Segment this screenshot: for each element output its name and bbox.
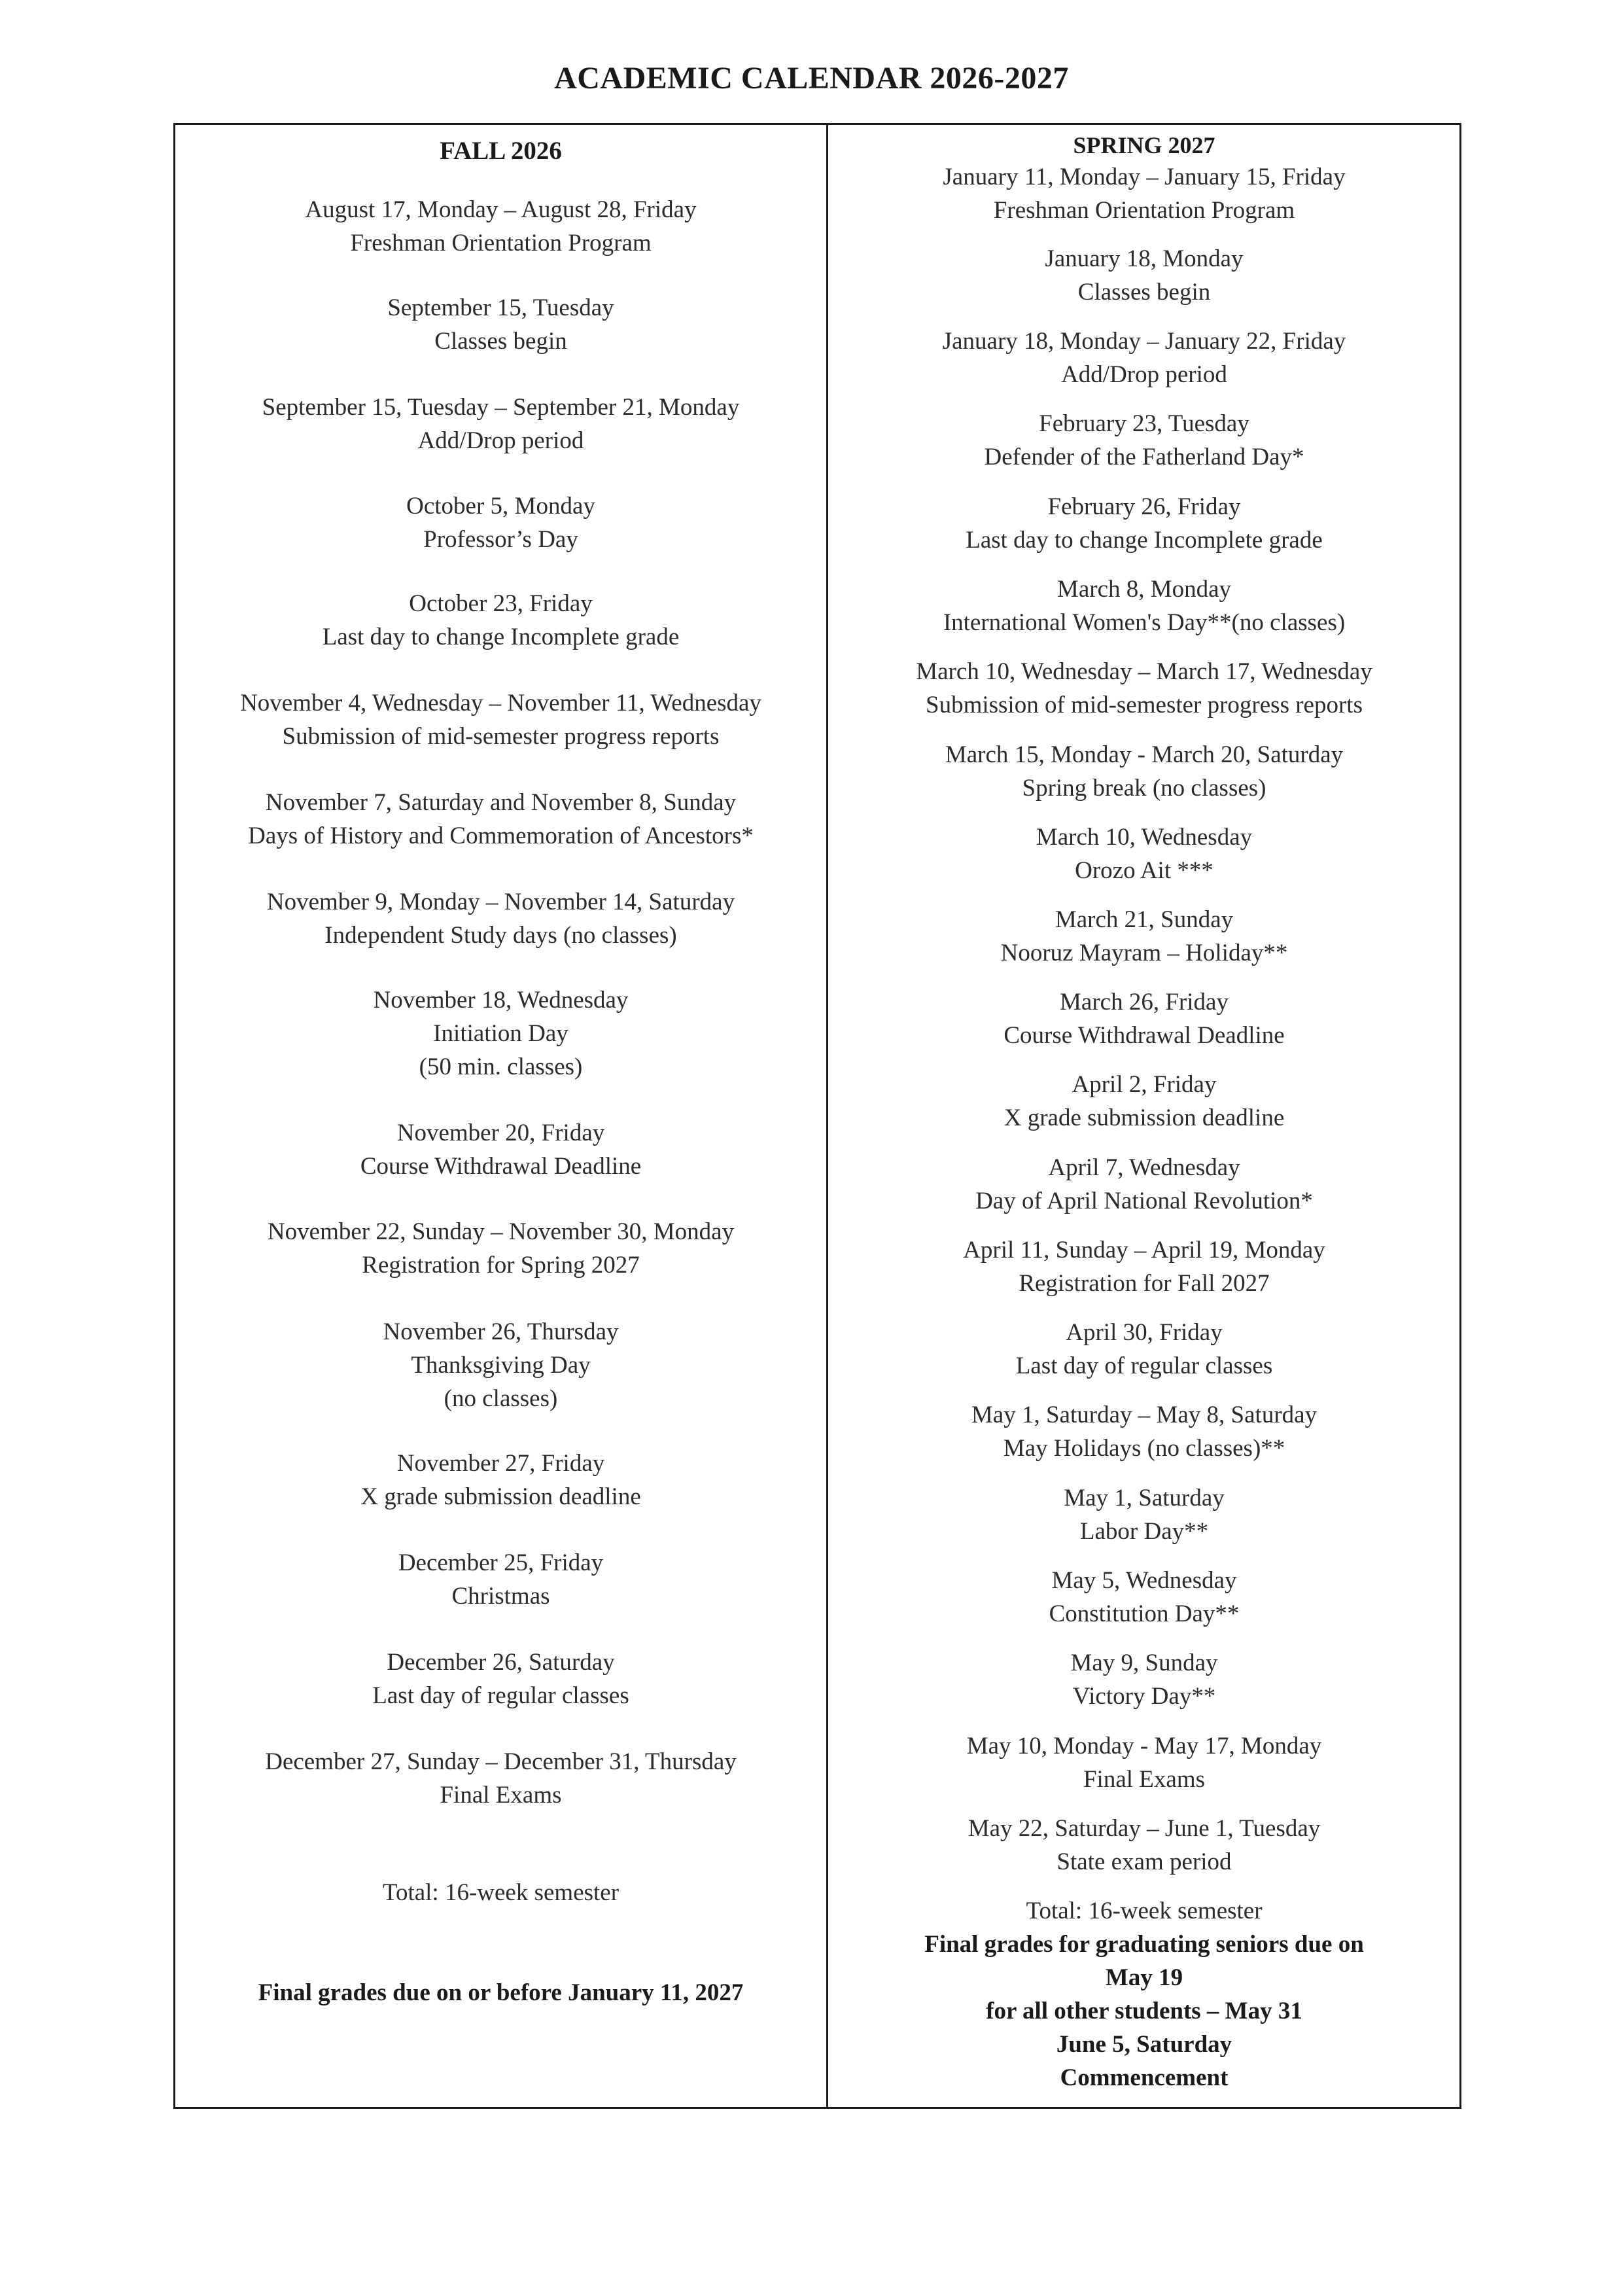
event-date: November 4, Wednesday – November 11, Wednesday	[240, 690, 761, 716]
commencement-date: June 5, Saturday	[1056, 2031, 1232, 2058]
fall-event	[175, 193, 826, 260]
event-desc: Course Withdrawal Deadline	[360, 1153, 642, 1180]
event-date: December 27, Sunday – December 31, Thursday	[265, 1748, 737, 1775]
event-desc: Classes begin	[434, 328, 567, 355]
spring-total: Total: 16-week semester	[1026, 1898, 1263, 1924]
event-note: (no classes)	[444, 1385, 558, 1412]
event-date: November 9, Monday – November 14, Saturday	[266, 889, 735, 915]
event-desc: Day of April National Revolution*	[975, 1188, 1313, 1214]
event-desc: Last day of regular classes	[372, 1682, 629, 1709]
event-desc: Days of History and Commemoration of Ancestors*	[248, 822, 754, 849]
event-date: October 23, Friday	[409, 590, 593, 617]
spring-event	[828, 407, 1460, 474]
spring-event	[828, 490, 1460, 557]
event-desc: State exam period	[1056, 1848, 1232, 1875]
event-date: March 15, Monday - March 20, Saturday	[945, 741, 1344, 768]
event-note: (50 min. classes)	[419, 1053, 583, 1080]
event-date: March 26, Friday	[1060, 989, 1229, 1016]
event-desc: Initiation Day	[433, 1020, 568, 1047]
event-date: April 11, Sunday – April 19, Monday	[963, 1237, 1325, 1263]
spring-event	[828, 821, 1460, 887]
event-desc: May Holidays (no classes)**	[1003, 1435, 1285, 1462]
event-date: April 7, Wednesday	[1048, 1154, 1240, 1181]
fall-event	[175, 1546, 826, 1613]
fall-event	[175, 1315, 826, 1415]
spring-final-grades-line3: for all other students – May 31	[986, 1998, 1302, 2024]
spring-event	[828, 903, 1460, 970]
fall-event	[175, 1745, 826, 1812]
fall-event	[175, 291, 826, 358]
spring-event	[828, 1316, 1460, 1383]
event-date: February 23, Tuesday	[1039, 410, 1249, 437]
event-date: January 18, Monday	[1045, 245, 1244, 272]
fall-event	[175, 1447, 826, 1513]
spring-event	[828, 325, 1460, 391]
fall-final-grades: Final grades due on or before January 11, 2027	[258, 1979, 744, 2006]
event-desc: Freshman Orientation Program	[350, 230, 652, 256]
event-desc: Professor’s Day	[423, 526, 578, 553]
event-date: May 1, Saturday	[1064, 1485, 1225, 1511]
spring-final-grades-line1: Final grades for graduating seniors due on	[924, 1931, 1364, 1958]
event-desc: Final Exams	[1083, 1766, 1205, 1793]
event-date: May 9, Sunday	[1070, 1650, 1218, 1676]
event-date: May 1, Saturday – May 8, Saturday	[971, 1402, 1318, 1428]
spring-event	[828, 1729, 1460, 1796]
event-date: December 25, Friday	[398, 1549, 604, 1576]
fall-event	[175, 786, 826, 853]
event-desc: Classes begin	[1077, 279, 1211, 306]
fall-event	[175, 391, 826, 457]
event-desc: Orozo Ait ***	[1075, 857, 1213, 884]
event-date: December 26, Saturday	[387, 1649, 615, 1676]
event-desc: Course Withdrawal Deadline	[1003, 1022, 1285, 1049]
event-desc: Add/Drop period	[1061, 361, 1227, 388]
event-desc: Last day to change Incomplete grade	[966, 527, 1323, 554]
spring-final-grades-line2: May 19	[1105, 1964, 1183, 1991]
event-desc: Last day to change Incomplete grade	[322, 624, 680, 650]
document-title: ACADEMIC CALENDAR 2026-2027	[554, 61, 1069, 96]
fall-total: Total: 16-week semester	[382, 1879, 620, 1906]
event-desc: Spring break (no classes)	[1022, 775, 1266, 802]
event-desc: Defender of the Fatherland Day*	[984, 444, 1304, 470]
event-date: April 2, Friday	[1072, 1071, 1217, 1098]
spring-event	[828, 1398, 1460, 1465]
event-date: April 30, Friday	[1066, 1319, 1223, 1346]
event-date: November 18, Wednesday	[373, 987, 629, 1014]
event-desc: Freshman Orientation Program	[993, 197, 1295, 224]
event-date: October 5, Monday	[406, 493, 595, 520]
fall-event	[175, 1646, 826, 1712]
event-desc: Add/Drop period	[417, 427, 584, 454]
fall-event	[175, 489, 826, 556]
event-desc: Christmas	[451, 1583, 550, 1610]
spring-closing	[828, 1894, 1460, 2094]
event-desc: Registration for Fall 2027	[1019, 1270, 1270, 1297]
spring-event	[828, 242, 1460, 309]
event-desc: Constitution Day**	[1049, 1600, 1240, 1627]
event-date: January 11, Monday – January 15, Friday	[943, 164, 1346, 190]
event-date: March 10, Wednesday	[1036, 824, 1253, 851]
event-desc: Victory Day**	[1072, 1683, 1216, 1710]
spring-event	[828, 655, 1460, 722]
event-date: March 10, Wednesday – March 17, Wednesday	[916, 658, 1372, 685]
event-desc: X grade submission deadline	[360, 1483, 641, 1510]
event-desc: X grade submission deadline	[1003, 1104, 1285, 1131]
event-date: January 18, Monday – January 22, Friday	[942, 328, 1346, 355]
event-desc: Nooruz Mayram – Holiday**	[1000, 940, 1288, 966]
fall-event	[175, 1116, 826, 1183]
event-date: November 27, Friday	[396, 1450, 605, 1477]
event-desc: Thanksgiving Day	[411, 1352, 591, 1379]
spring-event	[828, 1812, 1460, 1879]
event-desc: Independent Study days (no classes)	[324, 922, 677, 949]
event-date: September 15, Tuesday	[387, 294, 614, 321]
spring-event	[828, 985, 1460, 1052]
spring-event	[828, 160, 1460, 227]
event-date: March 8, Monday	[1056, 576, 1232, 603]
spring-event	[828, 1564, 1460, 1631]
event-date: February 26, Friday	[1047, 493, 1241, 520]
event-date: November 26, Thursday	[383, 1318, 619, 1345]
fall-event	[175, 1215, 826, 1282]
event-desc: Submission of mid-semester progress reports	[926, 692, 1363, 718]
spring-event	[828, 1233, 1460, 1300]
event-desc: International Women's Day**(no classes)	[943, 609, 1346, 636]
event-desc: Submission of mid-semester progress reports	[282, 723, 720, 750]
event-date: November 7, Saturday and November 8, Sunday	[265, 789, 737, 816]
fall-event	[175, 885, 826, 952]
event-desc: Registration for Spring 2027	[362, 1252, 640, 1279]
event-date: May 10, Monday - May 17, Monday	[966, 1733, 1322, 1759]
event-date: November 22, Sunday – November 30, Monday	[267, 1218, 735, 1245]
commencement-label: Commencement	[1060, 2064, 1229, 2091]
calendar-table	[173, 123, 1461, 2109]
spring-event	[828, 1068, 1460, 1135]
fall-event	[175, 587, 826, 654]
event-date: November 20, Friday	[396, 1120, 605, 1146]
event-date: May 22, Saturday – June 1, Tuesday	[968, 1815, 1321, 1842]
spring-heading: SPRING 2027	[1073, 132, 1215, 158]
event-desc: Last day of regular classes	[1015, 1352, 1273, 1379]
event-date: May 5, Wednesday	[1051, 1567, 1237, 1594]
fall-event	[175, 983, 826, 1084]
spring-event	[828, 738, 1460, 805]
event-desc: Labor Day**	[1079, 1518, 1209, 1545]
spring-event	[828, 1481, 1460, 1548]
event-desc: Final Exams	[440, 1782, 562, 1809]
spring-event	[828, 1151, 1460, 1218]
event-date: September 15, Tuesday – September 21, Monday	[262, 394, 740, 421]
spring-event	[828, 573, 1460, 639]
fall-event	[175, 686, 826, 753]
spring-event	[828, 1646, 1460, 1713]
event-date: March 21, Sunday	[1055, 906, 1234, 933]
event-date: August 17, Monday – August 28, Friday	[305, 196, 697, 223]
fall-heading: FALL 2026	[440, 137, 562, 165]
